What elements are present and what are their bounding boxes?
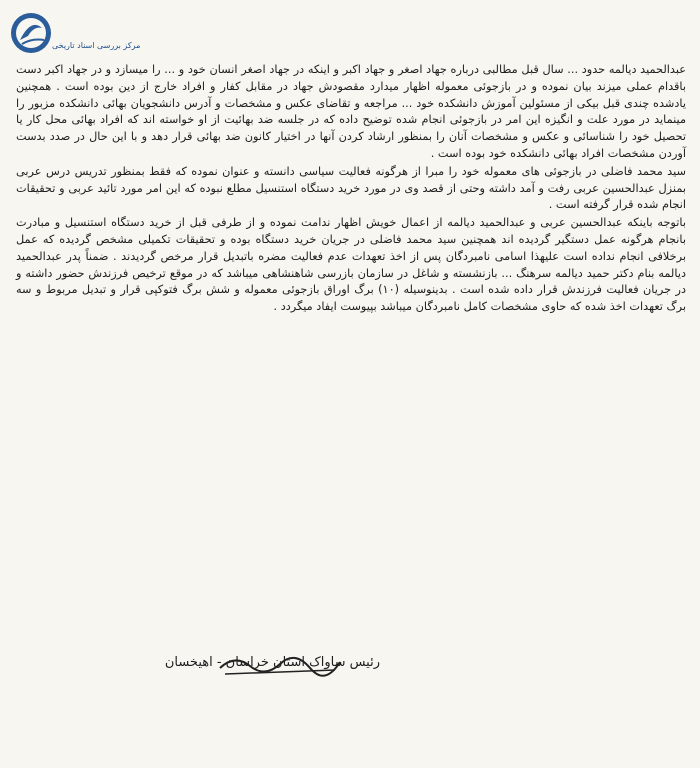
signature-line: رئیس ساواک استان خراسان - اهیخسان [164,655,380,670]
archive-logo-text: مرکز بررسی اسناد تاریخی [52,41,141,50]
signature-scribble-icon [215,650,345,680]
archive-seal-icon [8,10,54,56]
letter-body [16,62,686,317]
paragraph-2: سید محمد فاضلی در بازجوئی های معموله خود را مبرا از هرگونه فعالیت سیاسی دانسته و عنوان نموده که فقط بمنظور تدریس درس عربی بمنزل عبدالحسین عربی رفت و آمد داشته وحتی از قصد وی در مورد خرید دستگاه استنسیل مطلع نبوده که این امر مورد تائید عربی و تحقیقات انجام شده قرار گرفته است . [16,164,686,212]
paragraph-3: باتوجه باینکه عبدالحسین عربی و عبدالحمید دیالمه از اعمال خویش اظهار ندامت نموده و از طرفی قبل از خرید دستگاه استنسیل و مبادرت بانجام هرگونه عمل دستگیر گردیده اند همچنین سید محمد فاضلی در جریان خرید دستگاه بوده و تحقیقات تکمیلی مشخص گردیده که عمل برخلافی انجام نداده است علیهذا اسامی نامبردگان پس از اخذ تعهدات عدم فعالیت مضره باتبدیل قرار مرخص گردیدند . ضمناً پدر عبدالحمید دیالمه بنام دکتر حمید دیالمه سرهنگ ... بازنشسته و شاغل در سازمان بازرسی شاهنشاهی میباشد که در موقع ترخیص فرزندش حضور داشته و در جریان فعالیت فرزندش قرار داده شده است . بدینوسیله (۱۰) برگ اوراق بازجوئی معموله و شش برگ فتوکپی قرار و تبدیل مربوط و سه برگ تعهدات اخذ شده که حاوی مشخصات کامل نامبردگان میباشد بپیوست ایفاد میگردد . [16,216,686,314]
archive-logo [8,8,148,58]
paragraph-1: عبدالحمید دیالمه حدود ... سال قبل مطالبی درباره جهاد اصغر و جهاد اکبر و اینکه در جهاد اصغر انسان خود و ... را میسازد و در جهاد اکبر دست باقدام عملی میزند بیان نموده و در بازجوئی معموله اظهار میدارد مقصودش جهاد در مقابل کفار و افراد خارج از دین بوده است . همچنین یادشده چندی قبل بیکی از مسئولین آموزش دانشکده خود ... مراجعه و تقاضای عکس و مشخصات و آدرس دانشجویان بهائی دانشکده مزبور را مینماید در مورد علت و انگیزه این امر در بازجوئی انجام شده توضیح داده که در جلسه ضد بهائیت از او خواسته اند که افراد بهائی محل کار یا تحصیل خود را شناسائی و عکس و مشخصات آنان را بمنظور ارشاد کردن آنها در اختیار کانون ضد بهائی قرار دهد و با این حال در صدد بدست آوردن مشخصات افراد بهائی دانشکده خود بوده است . [16,63,686,160]
